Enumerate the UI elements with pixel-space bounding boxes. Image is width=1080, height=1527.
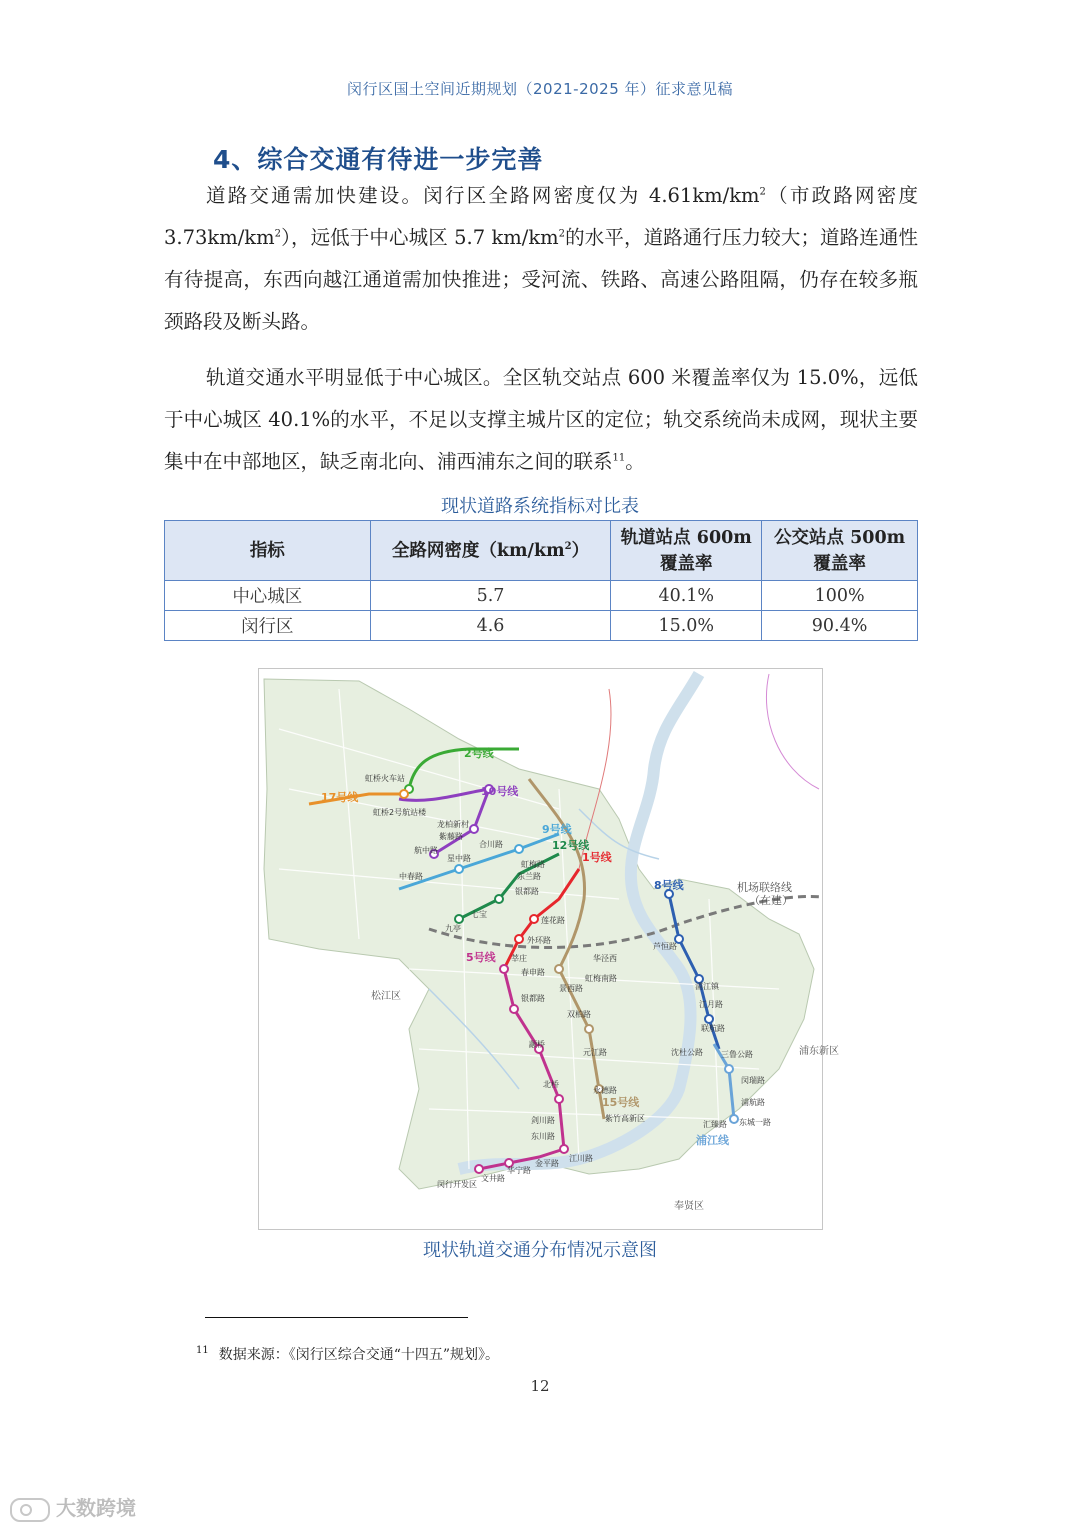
cell-name: 中心城区 xyxy=(165,581,371,611)
station-marker xyxy=(555,965,563,973)
text-run: 的水平，道路通行压力较大；道路连通性有待提高，东西向越江通道需加快推进；受河流、铁路、高速公路阻隔，仍存在较多瓶颈路段及断头路。 xyxy=(164,226,918,333)
station-label: 中春路 xyxy=(399,872,423,881)
text-run: ），远低于中心城区 5.7 km/km xyxy=(280,226,559,249)
station-label: 颛桥 xyxy=(529,1040,545,1049)
cell-rail: 40.1% xyxy=(611,581,762,611)
label-line-15: 15号线 xyxy=(602,1096,640,1109)
station-label: 浦江镇 xyxy=(695,982,719,991)
watermark-text: 大数跨境 xyxy=(56,1496,136,1520)
cell-bus: 100% xyxy=(762,581,918,611)
label-line-9: 9号线 xyxy=(542,823,572,836)
station-label: 虹桥火车站 xyxy=(365,774,405,783)
station-marker xyxy=(530,915,538,923)
paragraph-rail-traffic xyxy=(164,357,918,483)
table-row xyxy=(165,611,918,641)
section-title: 4、综合交通有待进一步完善 xyxy=(213,145,544,174)
station-label: 莘庄 xyxy=(511,954,527,963)
label-line-pujiang: 浦江线 xyxy=(696,1134,729,1147)
station-label: 紫竹高新区 xyxy=(605,1114,645,1123)
station-marker xyxy=(510,1005,518,1013)
label-airport-sub: （在建） xyxy=(749,894,793,907)
station-marker xyxy=(555,1095,563,1103)
rail-map-figure xyxy=(258,668,839,1230)
table-header-row xyxy=(165,521,918,581)
cell-density: 4.6 xyxy=(370,611,611,641)
station-marker xyxy=(730,1115,738,1123)
station-label: 东川路 xyxy=(531,1132,555,1141)
station-label: 九亭 xyxy=(445,924,461,933)
station-marker xyxy=(455,915,463,923)
footnote-number: 11 xyxy=(196,1345,209,1357)
station-marker xyxy=(495,895,503,903)
station-marker xyxy=(400,790,408,798)
station-label: 双柏路 xyxy=(567,1010,591,1019)
station-label: 闵行开发区 xyxy=(437,1180,477,1189)
watermark xyxy=(10,1492,136,1522)
superscript: 2 xyxy=(274,228,281,240)
station-label: 华泾西 xyxy=(593,954,617,963)
label-line-17: 17号线 xyxy=(321,791,359,804)
station-label: 七宝 xyxy=(471,910,487,919)
header-density-close: ） xyxy=(571,540,590,561)
station-label: 银都路 xyxy=(521,994,545,1003)
footnote-text: 数据来源：《闵行区综合交通“十四五”规划》。 xyxy=(218,1347,500,1363)
station-label: 紫藤路 xyxy=(439,832,463,841)
station-marker xyxy=(455,865,463,873)
station-label: 剑川路 xyxy=(531,1116,555,1125)
cell-rail: 15.0% xyxy=(611,611,762,641)
comparison-table xyxy=(164,520,918,641)
station-marker xyxy=(585,1025,593,1033)
station-label: 文井路 xyxy=(481,1174,505,1183)
station-label: 外环路 xyxy=(527,936,551,945)
station-label: 景西路 xyxy=(559,984,583,993)
station-label: 永德路 xyxy=(593,1086,617,1095)
station-marker xyxy=(560,1145,568,1153)
watermark-logo-icon xyxy=(10,1498,50,1522)
station-marker xyxy=(500,965,508,973)
label-line-12: 12号线 xyxy=(552,839,590,852)
text-run: 轨道交通水平明显低于中心城区。全区轨交站点 600 米覆盖率仅为 15.0%，远低于中心城区 40.1%的水平，不足以支撑主城片区的定位；轨交系统尚未成网，现状主要集中在中部地区，缺乏南北向、浦西浦东之间的联系 xyxy=(164,366,918,473)
paragraph-road-traffic xyxy=(164,175,918,343)
station-label: 联航路 xyxy=(701,1024,725,1033)
station-label: 银都路 xyxy=(515,887,539,896)
text-run: （市政路网密度 3.73km/km xyxy=(164,184,918,249)
label-area-fengxian: 奉贤区 xyxy=(674,1201,704,1212)
header-density xyxy=(370,521,611,581)
station-marker xyxy=(470,825,478,833)
station-marker xyxy=(475,1165,483,1173)
label-line-8: 8号线 xyxy=(654,879,684,892)
text-run: 。 xyxy=(625,450,645,473)
label-line-2: 2号线 xyxy=(464,747,494,760)
label-airport-link: 机场联络线 xyxy=(737,881,792,894)
station-label: 汇臻路 xyxy=(703,1120,727,1129)
superscript: 2 xyxy=(558,228,566,240)
text-run: 道路交通需加快建设。闵行区全路网密度仅为 4.61km/km xyxy=(206,184,760,207)
label-area-songjiang: 松江区 xyxy=(371,991,401,1002)
station-label: 春申路 xyxy=(521,968,545,977)
station-label: 虹梅南路 xyxy=(585,974,617,983)
header-rail-coverage: 轨道站点 600m 覆盖率 xyxy=(611,521,762,581)
station-label: 浦航路 xyxy=(741,1098,765,1107)
station-label: 东城一路 xyxy=(739,1118,771,1127)
station-label: 龙柏新村 xyxy=(437,820,469,829)
header-bus-coverage: 公交站点 500m 覆盖率 xyxy=(762,521,918,581)
header-density-text: 全路网密度（km/km xyxy=(391,540,565,561)
station-label: 闵瑞路 xyxy=(741,1076,765,1085)
table-caption: 现状道路系统指标对比表 xyxy=(441,496,639,517)
station-label: 江月路 xyxy=(699,1000,723,1009)
station-marker xyxy=(515,935,523,943)
station-label: 元江路 xyxy=(583,1048,607,1057)
map-caption: 现状轨道交通分布情况示意图 xyxy=(423,1240,657,1261)
footnote-ref[interactable]: 11 xyxy=(612,452,626,464)
cell-bus: 90.4% xyxy=(762,611,918,641)
station-label: 三鲁公路 xyxy=(721,1050,753,1059)
station-label: 芦恒路 xyxy=(653,942,677,951)
station-marker xyxy=(725,1065,733,1073)
cell-density: 5.7 xyxy=(370,581,611,611)
superscript: 2 xyxy=(759,186,766,198)
station-label: 航中路 xyxy=(414,846,438,855)
label-area-pudong: 浦东新区 xyxy=(799,1046,839,1057)
station-label: 江川路 xyxy=(569,1154,593,1163)
station-label: 东兰路 xyxy=(517,872,541,881)
label-line-1: 1号线 xyxy=(582,851,612,864)
header-indicator: 指标 xyxy=(165,521,371,581)
station-label: 星中路 xyxy=(447,854,471,863)
page-number: 12 xyxy=(530,1377,550,1395)
footnote-divider xyxy=(205,1317,468,1318)
station-label: 金平路 xyxy=(535,1159,559,1168)
station-marker xyxy=(515,845,523,853)
label-line-5: 5号线 xyxy=(466,951,496,964)
footnote xyxy=(196,1344,499,1364)
superscript: 2 xyxy=(564,540,572,552)
table-row xyxy=(165,581,918,611)
station-marker xyxy=(705,1015,713,1023)
station-label: 合川路 xyxy=(479,840,503,849)
station-label: 莲花路 xyxy=(541,916,565,925)
cell-name: 闵行区 xyxy=(165,611,371,641)
rail-map-svg xyxy=(259,669,839,1229)
running-header: 闵行区国土空间近期规划（2021-2025 年）征求意见稿 xyxy=(346,80,734,98)
label-line-10: 10号线 xyxy=(481,785,519,798)
station-label: 虹梅路 xyxy=(521,860,545,869)
station-label: 沈杜公路 xyxy=(671,1048,703,1057)
station-label: 华宁路 xyxy=(507,1166,531,1175)
station-label: 北桥 xyxy=(543,1080,559,1089)
station-label: 虹桥2号航站楼 xyxy=(373,808,427,817)
